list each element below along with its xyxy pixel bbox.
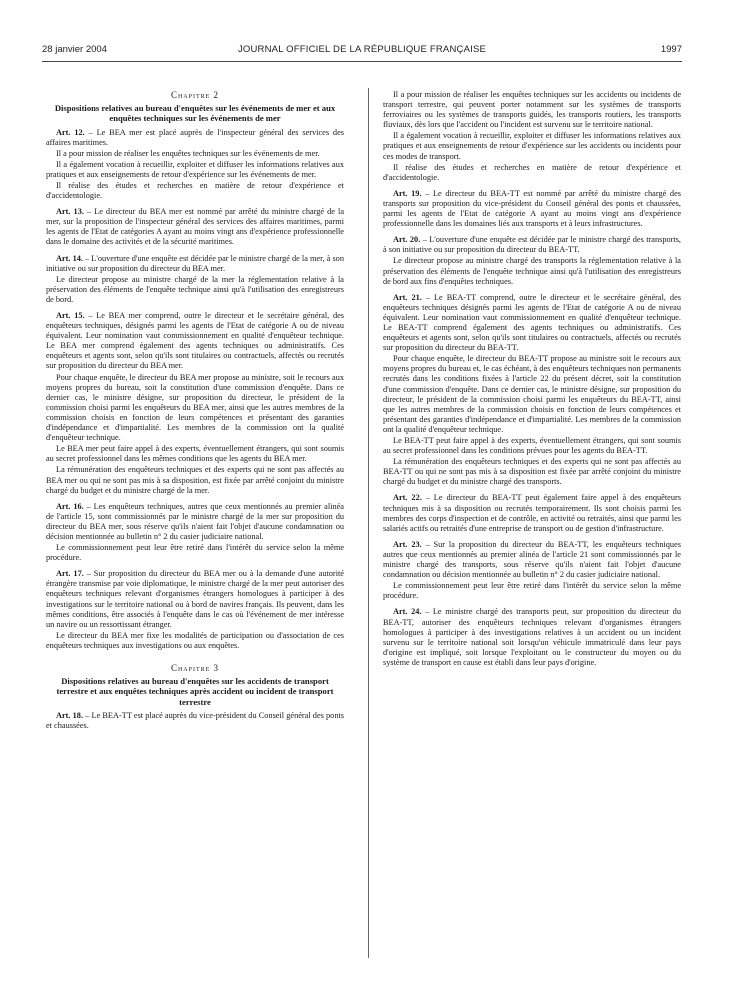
article-paragraph: Pour chaque enquête, le directeur du BEA-TT propose au ministre soit le recours aux moyens propres du bureau et, le cas échéant, à des enquêteurs techniques non permanents recrutés dans les conditions fixées à l'article 22 du présent décret, soit la constitution d'une commission d'enquête. Dans ce dernier cas, le ministre désigne, sur proposition du directeur, le président de la commission choisi parmi les enquêteurs du BEA-TT, ainsi que les autres membres de la commission choisis en fonction de leurs compétences et présentant des garanties d'indépendance et d'impartialité. Les membres de la commission ont la qualité d'enquêteur technique. — [383, 354, 681, 434]
article-13 — [46, 207, 344, 247]
article-text: – L'ouverture d'une enquête est décidée par le ministre chargé des transports, à son initiative ou sur proposition du directeur du BEA-TT. — [383, 235, 681, 255]
article-24 — [383, 607, 681, 668]
article-label: Art. 22. — [393, 493, 422, 503]
chapter-2-label: Chapitre 2 — [170, 90, 220, 100]
header-rule — [42, 61, 682, 62]
header-journal-title: JOURNAL OFFICIEL DE LA RÉPUBLIQUE FRANÇAISE — [237, 44, 487, 55]
article-text: – Les enquêteurs techniques, autres que ceux mentionnés au premier alinéa de l'article 15, sont commissionnés par le ministre chargé de la mer sur proposition du directeur du BEA mer, sous réserve qu'ils n'aient fait l'objet d'aucune condamnation ou décision mentionnée au bulletin n° 2 du casier judiciaire national. — [46, 501, 344, 541]
article-14 — [46, 254, 344, 305]
article-paragraph: Le BEA mer peut faire appel à des experts, éventuellement étrangers, qui sont soumis au secret professionnel dans les mêmes conditions que les agents du BEA mer. — [46, 444, 344, 464]
article-text: – Le BEA mer est placé auprès de l'inspecteur général des services des affaires maritimes. — [46, 127, 344, 147]
article-text: – Le ministre chargé des transports peut, sur proposition du directeur du BEA-TT, autoriser des enquêteurs techniques relevant d'organismes étrangers homologues à participer à des investigations relatives à un accident ou un incident survenu sur le territoire national soit lorsqu'un véhicule immatriculé dans leur pays d'origine est impliqué, soit lorsque l'exploitant ou le constructeur du moyen ou du système de transport en cause est établi dans leur pays d'origine. — [383, 607, 681, 667]
article-label: Art. 12. — [56, 127, 85, 137]
article-paragraph: Le directeur propose au ministre chargé de la mer la réglementation relative à la préservation des éléments de l'enquête technique ainsi qu'à l'utilisation des enregistreurs de bord. — [46, 274, 344, 304]
article-text: – Sur proposition du directeur du BEA mer ou à la demande d'une autorité étrangère transmise par voie diplomatique, le ministre chargé de la mer peut autoriser des enquêteurs techniques relevant d'organismes étrangers homologues à participer à des investigations sur le territoire national ou à bord de navires français. Ils peuvent, dans les mêmes conditions, être associés à l'enquête dans le cas où l'événement de mer intéresse un navire ou un ressortissant étranger. — [46, 569, 344, 629]
article-text: – Le directeur du BEA-TT est nommé par arrêté du ministre chargé des transports sur proposition du vice-président du Conseil général des ponts et chaussées, parmi les agents de l'Etat de catégorie A ayant au moins vingt ans d'expérience professionnelle dans les domaines liés aux transports et à leurs infrastructures. — [383, 188, 681, 229]
article-paragraph — [46, 311, 344, 372]
article-paragraph: Le commissionnement peut leur être retiré dans l'intérêt du service selon la même procédure. — [46, 543, 344, 563]
header-date: 28 janvier 2004 — [42, 44, 107, 55]
article-paragraph — [46, 711, 344, 731]
article-17 — [46, 569, 344, 651]
page-header — [42, 44, 682, 58]
article-label: Art. 17. — [56, 569, 84, 579]
article-paragraph — [46, 254, 344, 274]
article-18 — [46, 711, 344, 731]
article-label: Art. 19. — [393, 188, 422, 198]
article-text: – Le directeur du BEA-TT peut également faire appel à des enquêteurs techniques mis à sa disposition ou recrutés temporairement. Ils sont choisis parmi les membres des corps d'inspection et de contrôle, en activité ou retraités, ainsi que parmi les salariés actifs ou retraités d'une entreprise de transport ou de gestion d'infrastructure. — [383, 493, 681, 533]
article-label: Art. 18. — [56, 710, 84, 720]
chapter-2-title: Dispositions relatives au bureau d'enquêtes sur les événements de mer et aux enquêtes techniques sur les événements de mer — [54, 103, 336, 124]
article-text: – Sur la proposition du directeur du BEA-TT, les enquêteurs techniques autres que ceux mentionnés au premier alinéa de l'article 21 sont commissionnés par le ministre chargé des transports, sous réserve qu'ils n'aient fait l'objet d'aucune condamnation ou décision mentionnée au bulletin n° 2 du casier judiciaire national. — [383, 539, 681, 580]
article-22 — [383, 493, 681, 533]
article-label: Art. 16. — [56, 501, 84, 511]
chapter-3-title: Dispositions relatives au bureau d'enquêtes sur les accidents de transport terrestre et aux enquêtes techniques après accident ou incident de transport terrestre — [56, 676, 334, 707]
article-12 — [46, 128, 344, 202]
column-divider — [368, 88, 369, 958]
article-paragraph: Il a également vocation à recueillir, exploiter et diffuser les informations relatives aux pratiques et aux enseignements de retour d'expérience sur les accidents ou incidents pour ces modes de transport. — [383, 131, 681, 161]
article-paragraph: Il réalise des études et recherches en matière de retour d'expérience et d'accidentologie. — [383, 162, 681, 182]
article-paragraph — [383, 607, 681, 668]
article-paragraph — [383, 293, 681, 354]
article-paragraph — [46, 569, 344, 630]
article-paragraph — [383, 540, 681, 580]
article-16 — [46, 502, 344, 564]
article-paragraph: Il a pour mission de réaliser les enquêtes techniques sur les accidents ou incidents de transport terrestre, qui peuvent porter notamment sur les systèmes de transports ferroviaires ou les systèmes de transports guidés, les transports routiers, les transports fluviaux, dès lors que l'accident ou l'incident est survenu sur le territoire national. — [383, 90, 681, 130]
article-paragraph — [46, 502, 344, 542]
left-column — [46, 90, 344, 732]
article-paragraph — [383, 235, 681, 255]
article-label: Art. 21. — [393, 292, 422, 302]
article-23 — [383, 540, 681, 602]
article-text: – Le directeur du BEA mer est nommé par arrêté du ministre chargé de la mer, sur la proposition de l'inspecteur général des services des affaires maritimes, parmi les agents de l'Etat de catégories A ayant au moins vingt ans d'expérience professionnelle dans le domaine des activités et de la sécurité maritimes. — [46, 207, 344, 247]
article-paragraph — [46, 128, 344, 148]
article-label: Art. 20. — [393, 235, 421, 245]
article-paragraph: La rémunération des enquêteurs techniques et des experts qui ne sont pas affectés au BEA mer ou qui ne sont pas mis à sa disposition, est fixée par arrêté conjoint du ministre chargé du budget et du ministre chargé de la mer. — [46, 465, 344, 495]
article-paragraph: Le BEA-TT peut faire appel à des experts, éventuellement étrangers, qui sont soumis au secret professionnel dans les conditions prévues pour les agents du BEA-TT. — [383, 436, 681, 456]
article-19 — [383, 189, 681, 229]
article-label: Art. 23. — [393, 539, 422, 549]
article-text: – Le BEA-TT est placé auprès du vice-président du Conseil général des ponts et chaussées. — [46, 710, 344, 730]
article-paragraph: Le directeur du BEA mer fixe les modalités de participation ou d'association de ces enquêteurs techniques aux investigations ou aux enquêtes. — [46, 630, 344, 650]
article-paragraph — [383, 189, 681, 229]
article-paragraph: La rémunération des enquêteurs techniques et des experts qui ne sont pas affectés au BEA-TT ou qui ne sont pas mis à sa disposition est fixée par arrêté conjoint du ministre chargé du budget et du ministre chargé des transports. — [383, 457, 681, 487]
article-18-continued — [383, 90, 681, 183]
article-paragraph: Il a également vocation à recueillir, exploiter et diffuser les informations relatives aux pratiques et aux enseignements de retour d'expérience sur les événements de mer. — [46, 159, 344, 179]
article-label: Art. 14. — [56, 253, 83, 263]
article-label: Art. 24. — [393, 607, 422, 617]
article-text: – Le BEA-TT comprend, outre le directeur et le secrétaire général, des enquêteurs techniques désignés parmi les agents de l'Etat de catégorie A ou de niveau équivalent. Leur nomination vaut commissionnement en qualité d'enquêteur technique. Le BEA-TT comprend également des agents techniques ou administratifs. Ces enquêteurs et agents sont, selon qu'ils sont titulaires ou contractuels, affectés ou recrutés sur proposition du directeur du BEA-TT. — [383, 292, 681, 353]
article-paragraph — [46, 207, 344, 247]
article-text: – L'ouverture d'une enquête est décidée par le ministre chargé de la mer, à son initiative ou sur proposition du directeur du BEA mer. — [46, 253, 344, 273]
chapter-3-label: Chapitre 3 — [170, 663, 220, 673]
article-20 — [383, 235, 681, 286]
article-paragraph: Il réalise des études et recherches en matière de retour d'expérience et d'accidentologie. — [46, 180, 344, 201]
article-21 — [383, 293, 681, 488]
article-paragraph — [383, 493, 681, 533]
article-paragraph: Le commissionnement peut leur être retiré dans l'intérêt du service selon la même procédure. — [383, 581, 681, 601]
article-label: Art. 15. — [56, 311, 85, 320]
article-15 — [46, 311, 344, 496]
article-label: Art. 13. — [56, 207, 84, 217]
article-paragraph: Le directeur propose au ministre chargé des transports la réglementation relative à la préservation des éléments de l'enquête technique ainsi qu'à l'utilisation des enregistreurs de bord aux fins d'enquêtes techniques. — [383, 256, 681, 286]
article-text: – Le BEA mer comprend, outre le directeur et le secrétaire général, des enquêteurs techniques, désignés parmi les agents de l'Etat de catégorie A ou de niveau équivalent. Leur nomination vaut commissionnement en qualité d'enquêteur technique. Le BEA mer comprend également des agents techniques ou administratifs. Ces enquêteurs et agents sont, selon qu'ils sont titulaires ou contractuels, affectés ou recrutés sur proposition du directeur du BEA mer. — [46, 311, 345, 371]
right-column — [383, 90, 681, 669]
article-paragraph: Pour chaque enquête, le directeur du BEA mer propose au ministre, soit le recours aux moyens propres du bureau, soit la constitution d'une commission d'enquête. Dans ce dernier cas, le ministre désigne, sur proposition du directeur, le président de la commission choisi parmi les enquêteurs du BEA mer, ainsi que les autres membres de la commission choisis en fonction de leurs compétences et présentant des garanties d'indépendance et d'impartialité. Les membres de la commission ont la qualité d'enquêteur technique. — [46, 372, 344, 443]
header-page-number: 1997 — [660, 44, 682, 55]
article-paragraph: Il a pour mission de réaliser les enquêtes techniques sur les événements de mer. — [56, 148, 320, 158]
